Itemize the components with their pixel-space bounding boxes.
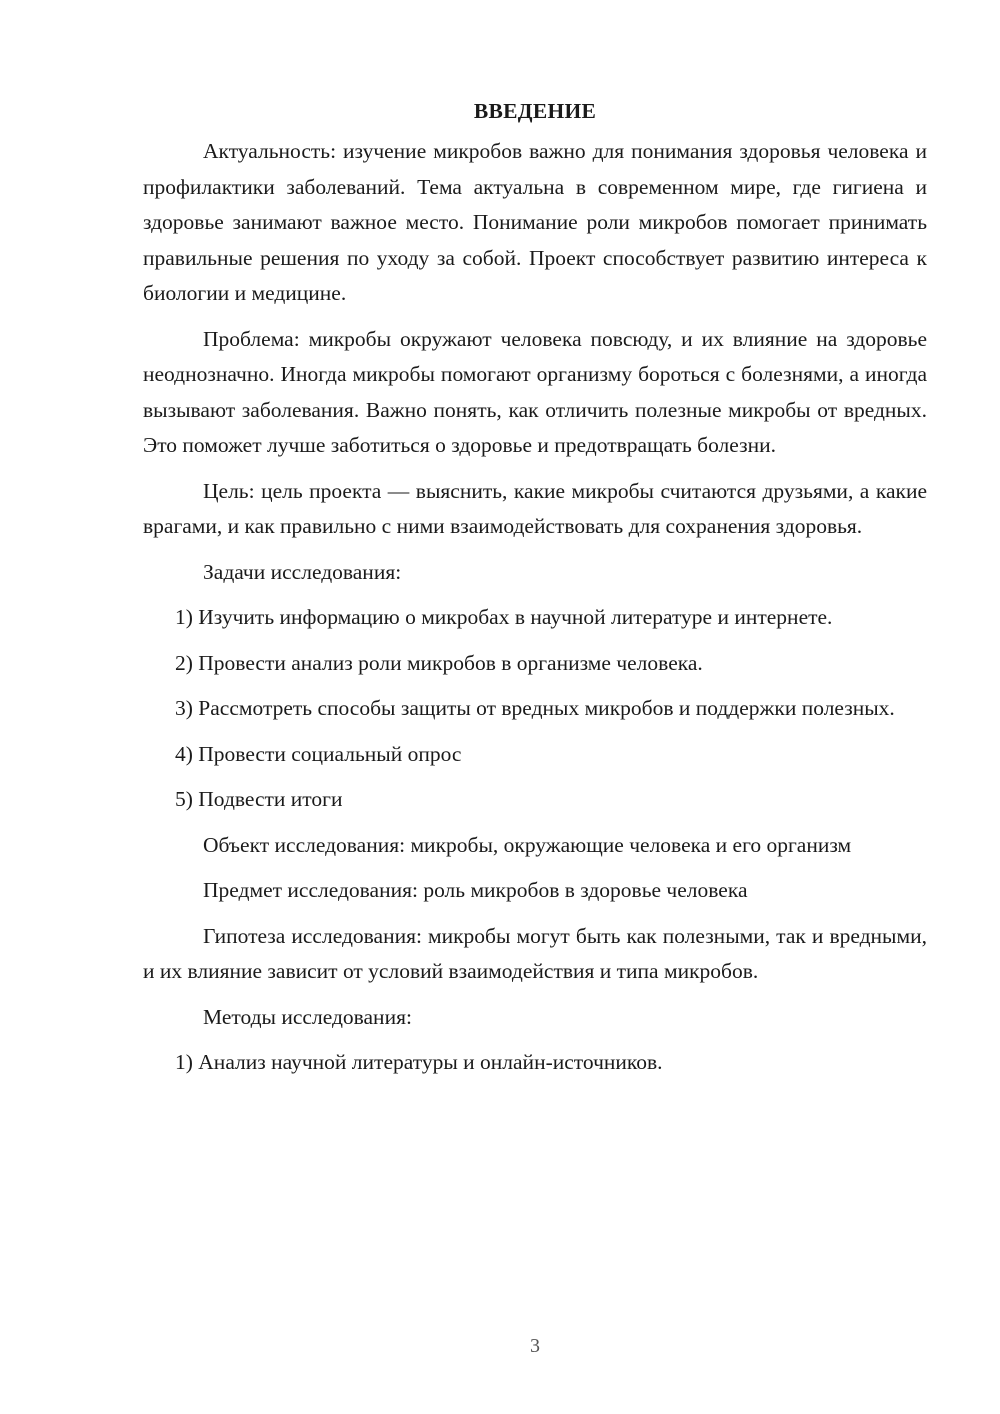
task-item-1: 1) Изучить информацию о микробах в научной литературе и интернете. xyxy=(175,605,833,629)
methods-heading: Методы исследования: xyxy=(203,1004,412,1029)
object-paragraph: Объект исследования: микробы, окружающие человека и его организм xyxy=(203,832,852,857)
page-title: ВВЕДЕНИЕ xyxy=(473,99,597,123)
hypothesis-paragraph: Гипотеза исследования: микробы могут быть как полезными, так и вредными, и их влияние зависит от условий взаимодействия и типа микробов. xyxy=(143,923,927,983)
method-item-1: 1) Анализ научной литературы и онлайн-источников. xyxy=(175,1050,663,1074)
subject-paragraph: Предмет исследования: роль микробов в здоровье человека xyxy=(203,878,748,902)
page-number: 3 xyxy=(530,1335,540,1357)
task-item-2: 2) Провести анализ роли микробов в организме человека. xyxy=(175,650,703,675)
tasks-heading: Задачи исследования: xyxy=(203,559,402,584)
goal-paragraph: Цель: цель проекта — выяснить, какие микробы считаются друзьями, а какие врагами, и как правильно с ними взаимодействовать для сохранения здоровья. xyxy=(143,478,927,538)
relevance-paragraph: Актуальность: изучение микробов важно для понимания здоровья человека и профилактики заболеваний. Тема актуальна в современном мире, где гигиена и здоровье занимают важное место. Понимание роли микробов помогает принимать правильные решения по уходу за собой. Проект способствует развитию интереса к биологии и медицине. xyxy=(143,139,927,305)
task-item-5: 5) Подвести итоги xyxy=(175,787,343,811)
problem-paragraph: Проблема: микробы окружают человека повсюду, и их влияние на здоровье неоднозначно. Иногда микробы помогают организму бороться с болезнями, а иногда вызывают заболевания. Важно понять, как отличить полезные микробы от вредных. Это поможет лучше заботиться о здоровье и предотвращать болезни. xyxy=(143,326,927,457)
task-item-3: 3) Рассмотреть способы защиты от вредных микробов и поддержки полезных. xyxy=(175,696,895,720)
task-item-4: 4) Провести социальный опрос xyxy=(175,741,462,766)
document-page xyxy=(143,96,927,1091)
